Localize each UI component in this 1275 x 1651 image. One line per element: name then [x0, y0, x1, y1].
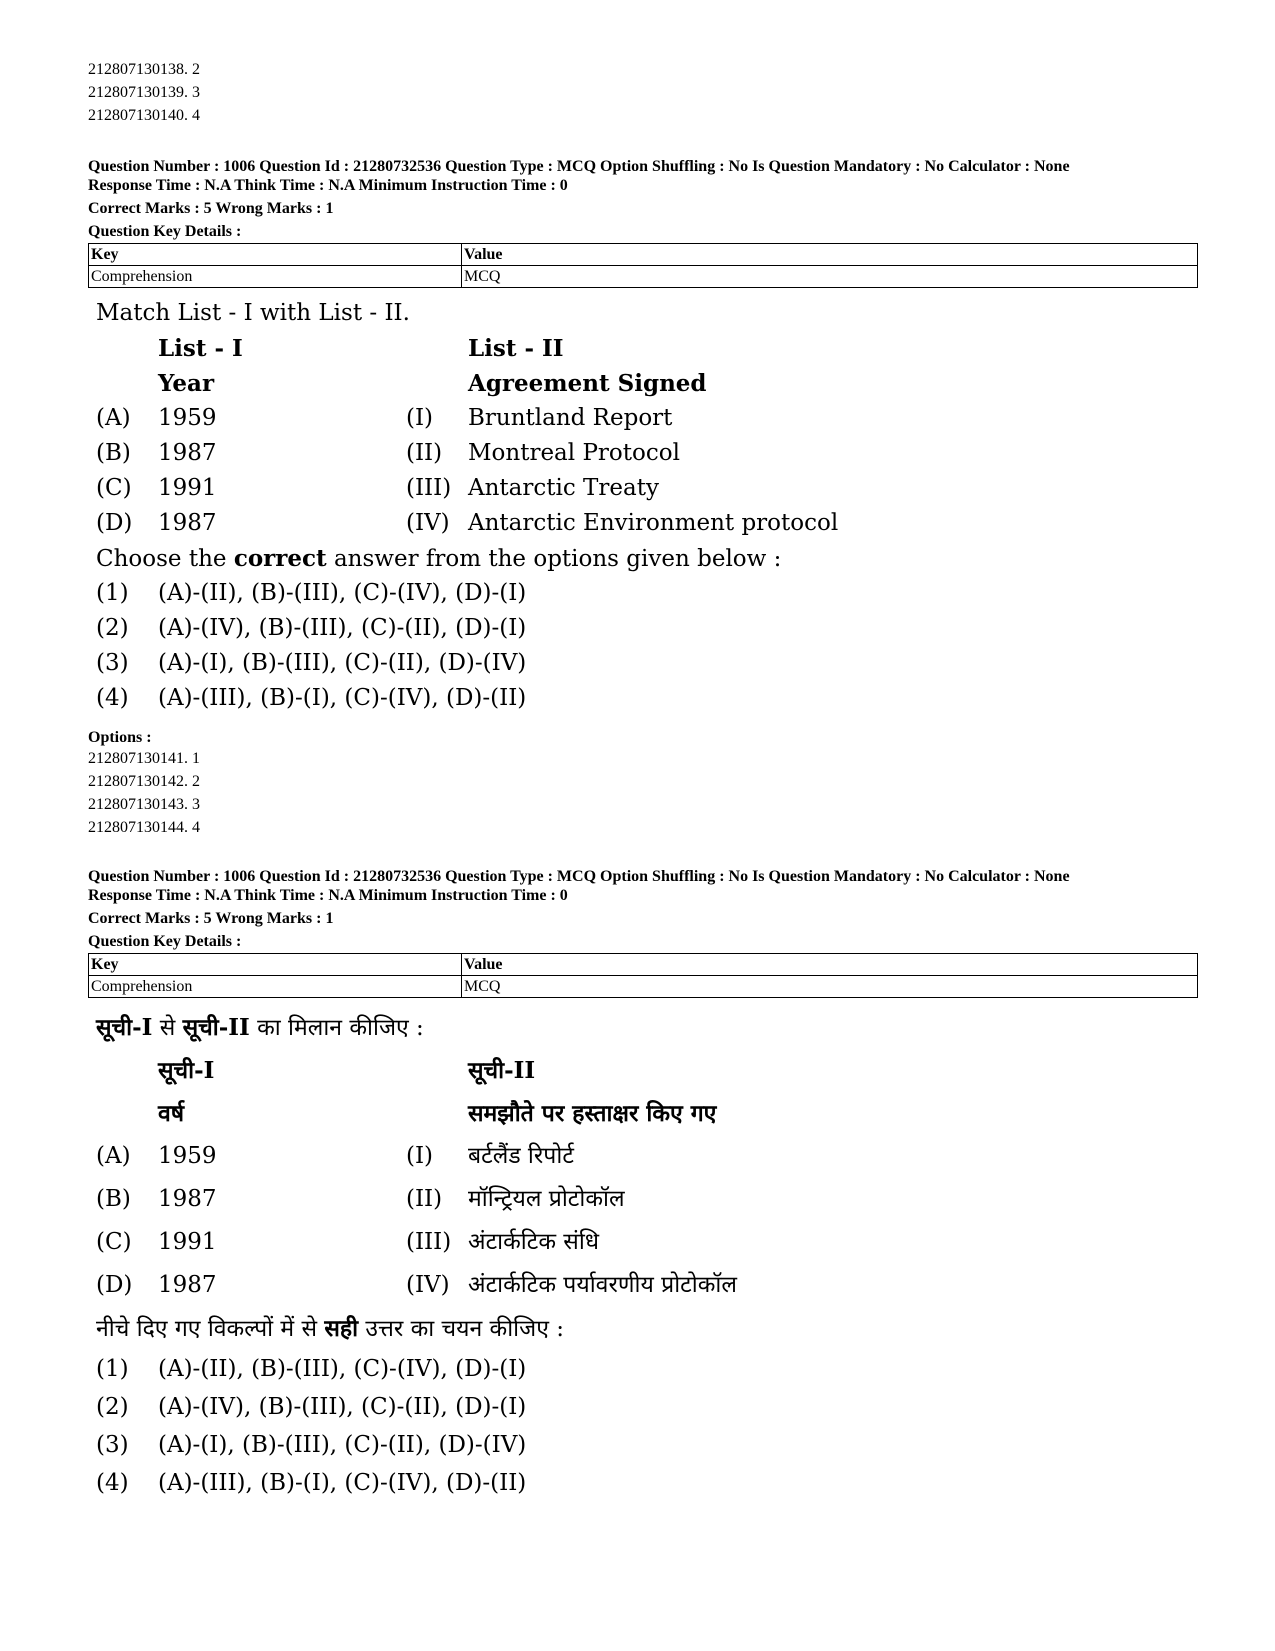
key-details-label: Question Key Details :: [88, 933, 242, 950]
row-roman: (I): [406, 405, 434, 431]
choose-text-post: answer from the options given below :: [326, 546, 782, 572]
row-year: 1987: [158, 1272, 217, 1298]
row-roman: (IV): [406, 510, 450, 536]
answer-text: (A)-(I), (B)-(III), (C)-(II), (D)-(IV): [158, 1432, 527, 1458]
answer-option: [96, 1350, 1198, 1388]
option-id-line: 212807130139. 3: [88, 84, 200, 101]
intro-bold-part: सूची-I: [96, 1014, 153, 1041]
choose-instruction: [96, 1307, 1198, 1350]
list2-heading: सूची-II: [468, 1057, 536, 1084]
document-page: [88, 58, 1198, 1502]
table-header-value: Value: [462, 244, 1198, 266]
list2-subheading: Agreement Signed: [468, 370, 707, 397]
table-header-value: Value: [462, 954, 1198, 976]
table-header-row: [89, 244, 1198, 266]
choose-text-bold: सही: [324, 1315, 359, 1342]
row-label: (C): [96, 1229, 132, 1255]
options-label: Options :: [88, 729, 152, 746]
row-label: (A): [96, 1143, 131, 1169]
table-cell-key: Comprehension: [89, 976, 462, 998]
table-cell-value: MCQ: [462, 266, 1198, 288]
row-year: 1987: [158, 440, 217, 466]
list2-subheading: समझौते पर हस्ताक्षर किए गए: [468, 1100, 717, 1127]
intro-text-part: का मिलान कीजिए :: [249, 1015, 424, 1041]
answer-number: (3): [96, 1432, 129, 1458]
options-block: [88, 728, 1198, 839]
choose-text-pre: Choose the: [96, 546, 234, 572]
row-roman: (II): [406, 440, 443, 466]
answer-text: (A)-(II), (B)-(III), (C)-(IV), (D)-(I): [158, 580, 527, 606]
question-section-hindi: [88, 867, 1198, 1502]
row-roman: (II): [406, 1186, 443, 1212]
match-row: [96, 471, 1198, 506]
intro-text-part: से: [152, 1015, 183, 1041]
table-header-key: Key: [89, 244, 462, 266]
row-item: अंटार्कटिक पर्यावरणीय प्रोटोकॉल: [468, 1272, 737, 1298]
choose-text-pre: नीचे दिए गए विकल्पों में से: [96, 1316, 325, 1342]
list1-subheading: Year: [158, 370, 215, 397]
list1-heading: सूची-I: [158, 1057, 215, 1084]
answer-option: [96, 681, 1198, 716]
list2-heading: List - II: [468, 335, 564, 362]
row-item: Montreal Protocol: [468, 440, 680, 466]
option-id-line: 212807130143. 3: [88, 796, 200, 813]
match-row: [96, 1135, 1198, 1178]
answer-text: (A)-(IV), (B)-(III), (C)-(II), (D)-(I): [158, 1394, 527, 1420]
match-row: [96, 1221, 1198, 1264]
row-item: Antarctic Treaty: [468, 475, 659, 501]
list-subheader-row: [96, 1092, 1198, 1135]
list1-heading: List - I: [158, 335, 243, 362]
row-year: 1987: [158, 510, 217, 536]
answer-number: (4): [96, 1470, 129, 1496]
row-label: (D): [96, 1272, 133, 1298]
option-id-line: 212807130141. 1: [88, 750, 200, 767]
table-cell-value: MCQ: [462, 976, 1198, 998]
answer-number: (2): [96, 1394, 129, 1420]
row-roman: (I): [406, 1143, 434, 1169]
question-meta-line: Question Number : 1006 Question Id : 21280732536 Question Type : MCQ Option Shuffling : No Is Question Mandatory : No Calculator : None: [88, 868, 1070, 885]
list1-subheading: वर्ष: [158, 1100, 185, 1127]
answer-number: (2): [96, 615, 129, 641]
answer-option: [96, 1426, 1198, 1464]
answer-option: [96, 1388, 1198, 1426]
match-row: [96, 1264, 1198, 1307]
option-id-line: 212807130140. 4: [88, 107, 200, 124]
row-year: 1991: [158, 475, 217, 501]
row-item: मॉन्ट्रियल प्रोटोकॉल: [468, 1186, 625, 1212]
question-intro: [96, 296, 1198, 331]
row-label: (C): [96, 475, 132, 501]
table-row: [89, 266, 1198, 288]
row-item: अंटार्कटिक संधि: [468, 1229, 599, 1255]
answer-text: (A)-(III), (B)-(I), (C)-(IV), (D)-(II): [158, 1470, 527, 1496]
choose-text-bold: correct: [233, 545, 327, 572]
answer-option: [96, 611, 1198, 646]
row-roman: (III): [406, 475, 452, 501]
list-header-row: [96, 331, 1198, 366]
table-header-row: [89, 954, 1198, 976]
row-year: 1959: [158, 405, 217, 431]
row-year: 1991: [158, 1229, 217, 1255]
question-meta-line: Response Time : N.A Think Time : N.A Minimum Instruction Time : 0: [88, 177, 568, 194]
option-id-line: 212807130138. 2: [88, 61, 200, 78]
choose-text-post: उत्तर का चयन कीजिए :: [358, 1316, 564, 1342]
table-cell-key: Comprehension: [89, 266, 462, 288]
answer-number: (3): [96, 650, 129, 676]
row-item: Antarctic Environment protocol: [468, 510, 839, 536]
answer-text: (A)-(IV), (B)-(III), (C)-(II), (D)-(I): [158, 615, 527, 641]
match-row: [96, 436, 1198, 471]
marks-line: Correct Marks : 5 Wrong Marks : 1: [88, 910, 334, 927]
intro-bold-part: सूची-II: [182, 1014, 250, 1041]
row-roman: (III): [406, 1229, 452, 1255]
question-body: [96, 1006, 1198, 1502]
answer-number: (1): [96, 580, 129, 606]
key-details-label: Question Key Details :: [88, 223, 242, 240]
option-id-line: 212807130144. 4: [88, 819, 200, 836]
row-year: 1959: [158, 1143, 217, 1169]
question-intro-text: Match List - I with List - II.: [96, 300, 410, 326]
answer-text: (A)-(I), (B)-(III), (C)-(II), (D)-(IV): [158, 650, 527, 676]
match-row: [96, 401, 1198, 436]
list-subheader-row: [96, 366, 1198, 401]
answer-option: [96, 576, 1198, 611]
table-row: [89, 976, 1198, 998]
answer-number: (4): [96, 685, 129, 711]
previous-options-list: [88, 58, 1198, 127]
question-meta-line: Response Time : N.A Think Time : N.A Minimum Instruction Time : 0: [88, 887, 568, 904]
answer-text: (A)-(II), (B)-(III), (C)-(IV), (D)-(I): [158, 1356, 527, 1382]
question-meta-line: Question Number : 1006 Question Id : 21280732536 Question Type : MCQ Option Shuffling : No Is Question Mandatory : No Calculator : None: [88, 158, 1070, 175]
table-header-key: Key: [89, 954, 462, 976]
answer-number: (1): [96, 1356, 129, 1382]
question-section-english: [88, 157, 1198, 839]
match-row: [96, 1178, 1198, 1221]
question-body: [96, 296, 1198, 716]
match-row: [96, 506, 1198, 541]
row-label: (D): [96, 510, 133, 536]
row-roman: (IV): [406, 1272, 450, 1298]
key-value-table: [88, 953, 1198, 998]
key-value-table: [88, 243, 1198, 288]
row-label: (A): [96, 405, 131, 431]
row-label: (B): [96, 1186, 131, 1212]
list-header-row: [96, 1049, 1198, 1092]
option-id-line: 212807130142. 2: [88, 773, 200, 790]
row-year: 1987: [158, 1186, 217, 1212]
answer-text: (A)-(III), (B)-(I), (C)-(IV), (D)-(II): [158, 685, 527, 711]
question-intro: [96, 1006, 1198, 1049]
choose-instruction: [96, 541, 1198, 576]
row-item: बर्टलैंड रिपोर्ट: [468, 1143, 574, 1169]
marks-line: Correct Marks : 5 Wrong Marks : 1: [88, 200, 334, 217]
row-item: Bruntland Report: [468, 405, 673, 431]
row-label: (B): [96, 440, 131, 466]
answer-option: [96, 646, 1198, 681]
answer-option: [96, 1464, 1198, 1502]
